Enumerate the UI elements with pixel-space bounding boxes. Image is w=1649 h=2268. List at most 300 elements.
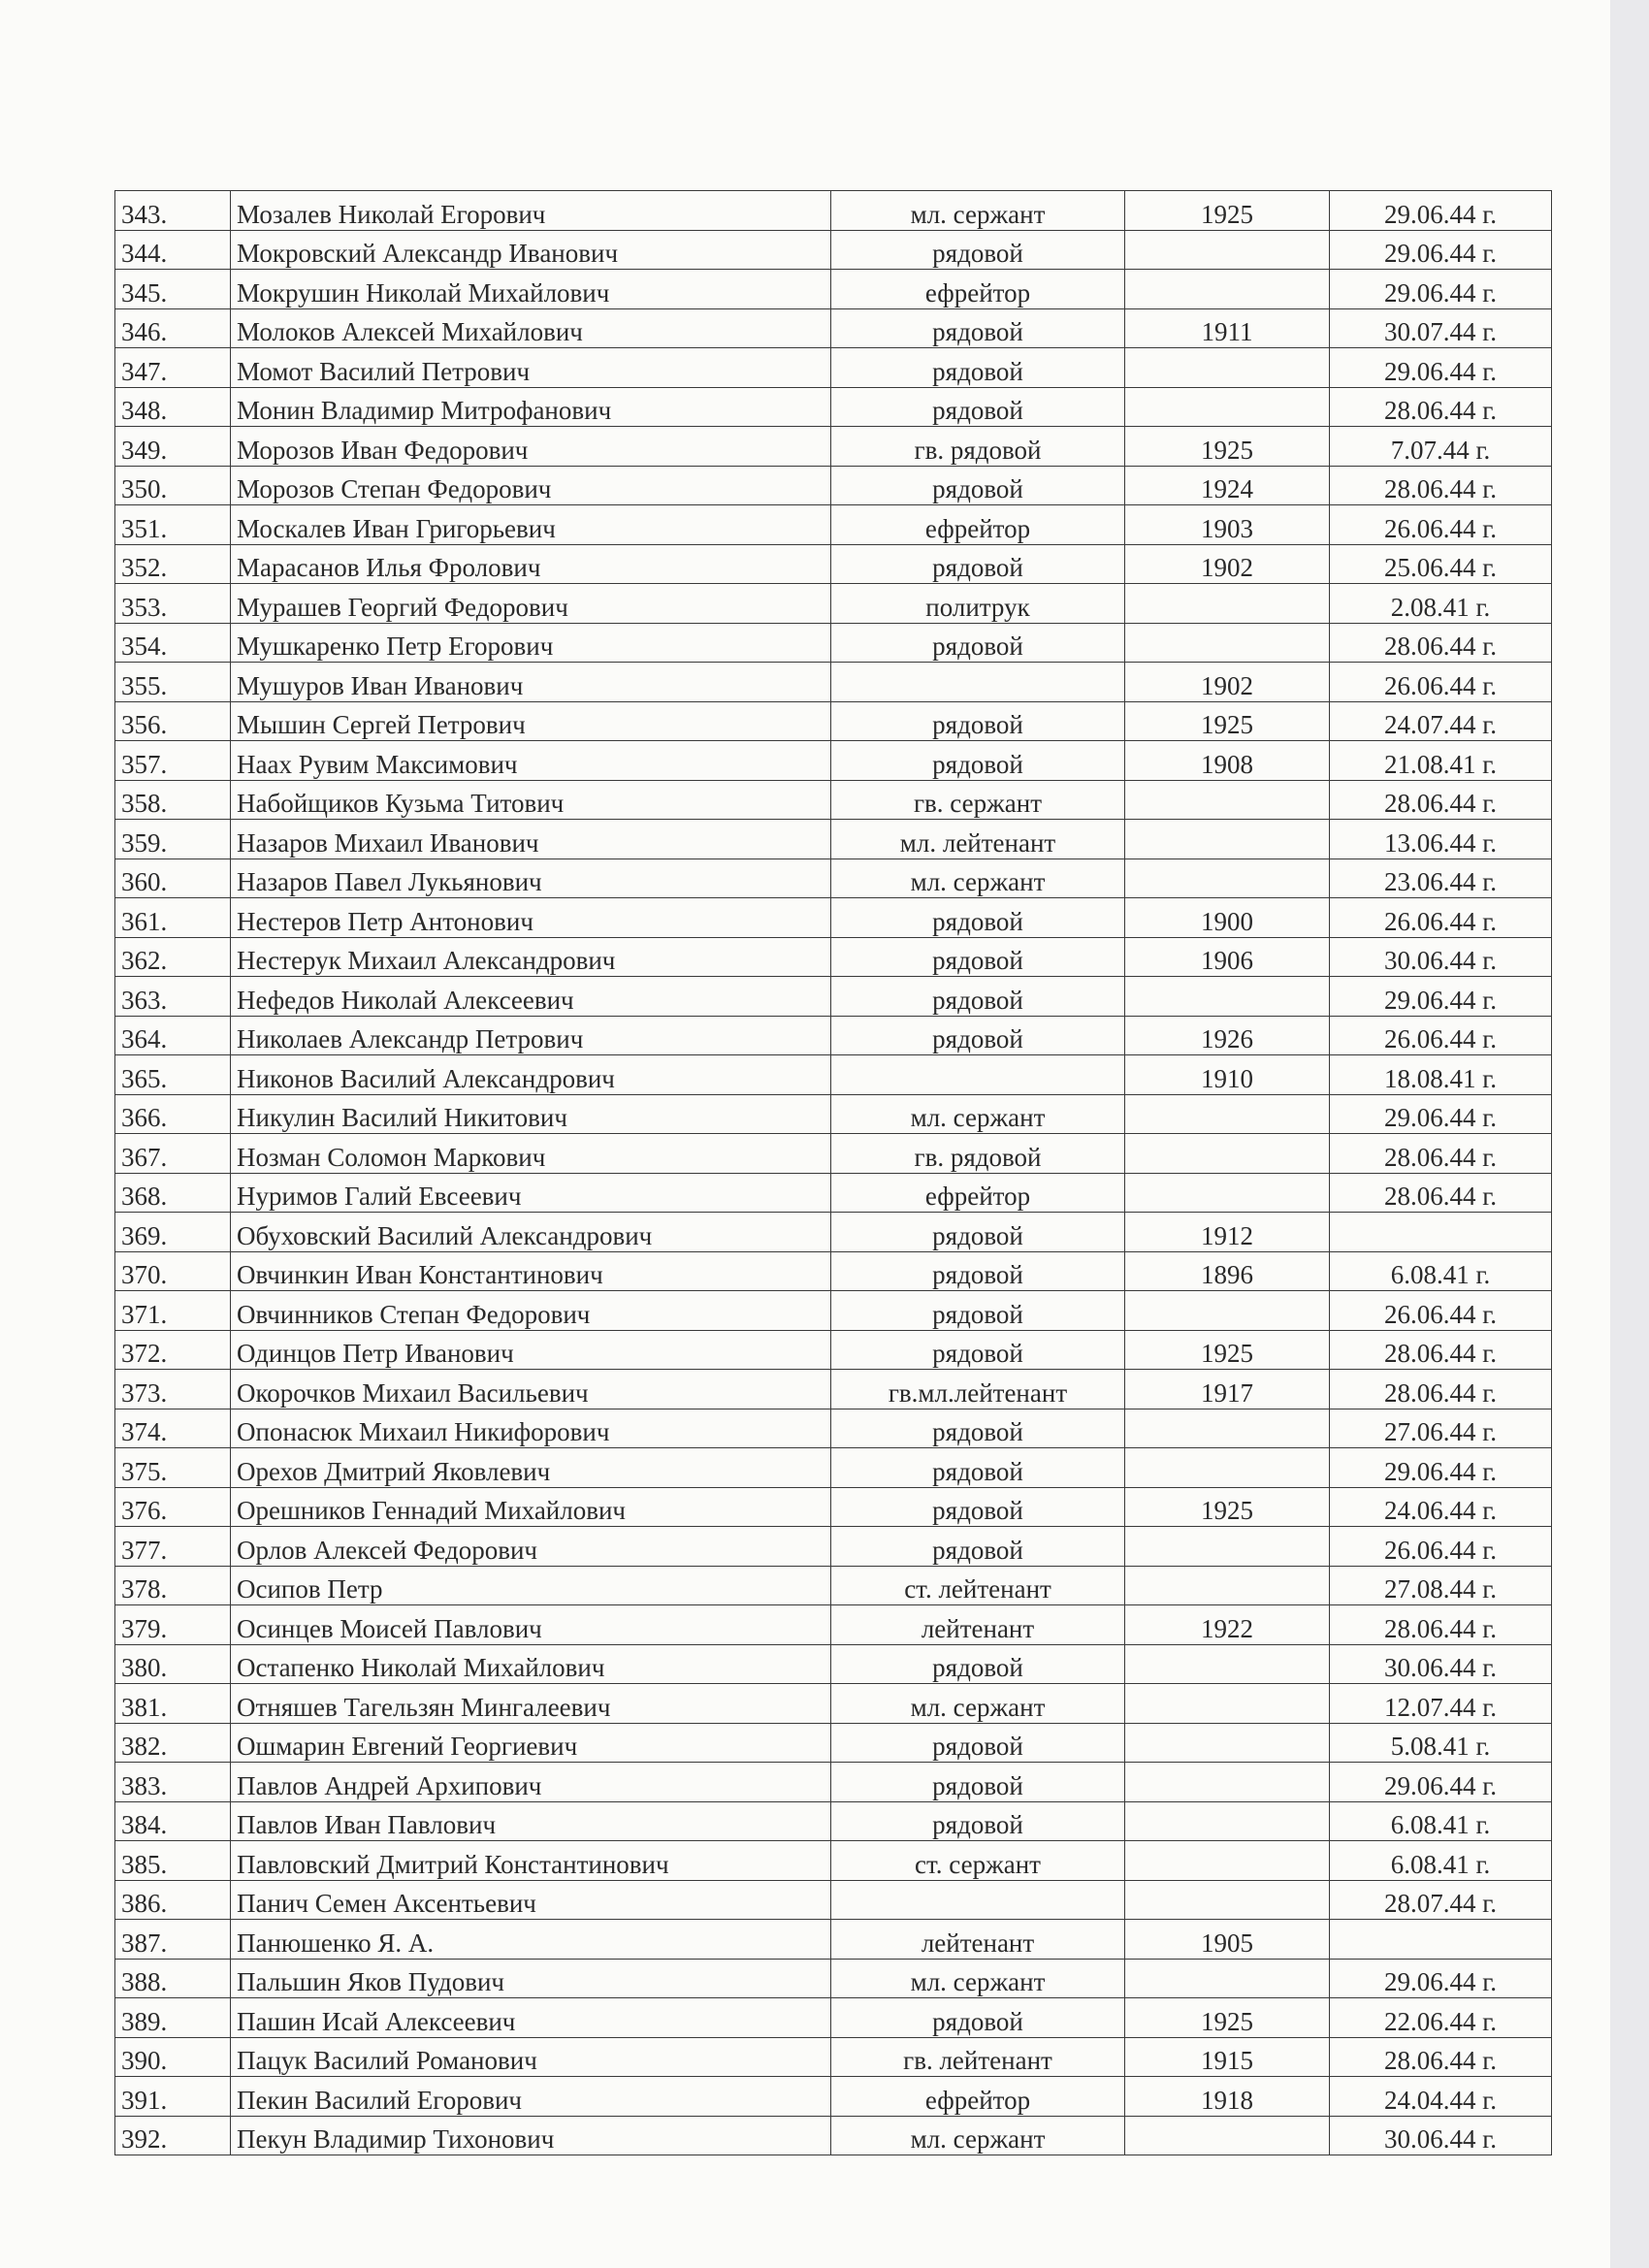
birth-year-cell: 1925 xyxy=(1125,701,1330,741)
row-number-cell: 389. xyxy=(115,1998,231,2038)
rank-cell: гв. сержант xyxy=(831,780,1125,820)
date-cell: 28.06.44 г. xyxy=(1330,623,1552,663)
date-cell: 12.07.44 г. xyxy=(1330,1684,1552,1724)
rank-cell: рядовой xyxy=(831,1016,1125,1055)
row-number-cell: 376. xyxy=(115,1487,231,1527)
table-row xyxy=(115,308,1552,348)
table-row xyxy=(115,1801,1552,1841)
name-cell: Осипов Петр xyxy=(231,1566,831,1605)
rank-cell: гв. лейтенант xyxy=(831,2037,1125,2077)
rank-cell: мл. лейтенант xyxy=(831,820,1125,859)
table-row xyxy=(115,348,1552,388)
name-cell: Овчинников Степан Федорович xyxy=(231,1291,831,1331)
rank-cell: рядовой xyxy=(831,977,1125,1017)
rank-cell: мл. сержант xyxy=(831,859,1125,898)
birth-year-cell xyxy=(1125,1291,1330,1331)
birth-year-cell xyxy=(1125,1763,1330,1802)
row-number-cell: 369. xyxy=(115,1213,231,1252)
name-cell: Набойщиков Кузьма Титович xyxy=(231,780,831,820)
rank-cell: рядовой xyxy=(831,230,1125,270)
date-cell: 13.06.44 г. xyxy=(1330,820,1552,859)
rank-cell: рядовой xyxy=(831,466,1125,505)
name-cell: Никонов Василий Александрович xyxy=(231,1055,831,1095)
row-number-cell: 370. xyxy=(115,1251,231,1291)
birth-year-cell xyxy=(1125,977,1330,1017)
rank-cell: рядовой xyxy=(831,1487,1125,1527)
date-cell: 18.08.41 г. xyxy=(1330,1055,1552,1095)
table-row xyxy=(115,1016,1552,1055)
table-row xyxy=(115,937,1552,977)
row-number-cell: 380. xyxy=(115,1644,231,1684)
row-number-cell: 384. xyxy=(115,1801,231,1841)
date-cell: 29.06.44 г. xyxy=(1330,977,1552,1017)
rank-cell xyxy=(831,1880,1125,1920)
date-cell: 27.08.44 г. xyxy=(1330,1566,1552,1605)
date-cell: 28.06.44 г. xyxy=(1330,2037,1552,2077)
date-cell: 7.07.44 г. xyxy=(1330,427,1552,467)
name-cell: Пальшин Яков Пудович xyxy=(231,1959,831,1998)
name-cell: Назаров Михаил Иванович xyxy=(231,820,831,859)
birth-year-cell: 1925 xyxy=(1125,427,1330,467)
rank-cell: рядовой xyxy=(831,348,1125,388)
birth-year-cell: 1911 xyxy=(1125,308,1330,348)
birth-year-cell xyxy=(1125,230,1330,270)
name-cell: Пекун Владимир Тихонович xyxy=(231,2116,831,2155)
date-cell: 23.06.44 г. xyxy=(1330,859,1552,898)
table-row xyxy=(115,898,1552,938)
name-cell: Орлов Алексей Федорович xyxy=(231,1527,831,1567)
birth-year-cell xyxy=(1125,1684,1330,1724)
name-cell: Павловский Дмитрий Константинович xyxy=(231,1841,831,1881)
name-cell: Никулин Василий Никитович xyxy=(231,1094,831,1134)
table-row xyxy=(115,1644,1552,1684)
date-cell: 21.08.41 г. xyxy=(1330,741,1552,781)
birth-year-cell xyxy=(1125,1527,1330,1567)
table-row xyxy=(115,1959,1552,1998)
row-number-cell: 356. xyxy=(115,701,231,741)
birth-year-cell xyxy=(1125,1134,1330,1174)
date-cell: 28.06.44 г. xyxy=(1330,1134,1552,1174)
birth-year-cell xyxy=(1125,820,1330,859)
birth-year-cell: 1906 xyxy=(1125,937,1330,977)
rank-cell: гв.мл.лейтенант xyxy=(831,1370,1125,1409)
row-number-cell: 353. xyxy=(115,584,231,624)
rank-cell: мл. сержант xyxy=(831,1684,1125,1724)
date-cell: 29.06.44 г. xyxy=(1330,1763,1552,1802)
table-row xyxy=(115,977,1552,1017)
row-number-cell: 379. xyxy=(115,1605,231,1645)
row-number-cell: 354. xyxy=(115,623,231,663)
rank-cell xyxy=(831,663,1125,702)
table-row xyxy=(115,230,1552,270)
row-number-cell: 385. xyxy=(115,1841,231,1881)
rank-cell: рядовой xyxy=(831,1998,1125,2038)
name-cell: Нестеров Петр Антонович xyxy=(231,898,831,938)
name-cell: Нестерук Михаил Александрович xyxy=(231,937,831,977)
row-number-cell: 355. xyxy=(115,663,231,702)
birth-year-cell: 1902 xyxy=(1125,663,1330,702)
rank-cell: ст. лейтенант xyxy=(831,1566,1125,1605)
birth-year-cell xyxy=(1125,348,1330,388)
date-cell: 26.06.44 г. xyxy=(1330,1016,1552,1055)
date-cell: 30.06.44 г. xyxy=(1330,1644,1552,1684)
date-cell: 28.06.44 г. xyxy=(1330,387,1552,427)
birth-year-cell xyxy=(1125,2116,1330,2155)
rank-cell: лейтенант xyxy=(831,1605,1125,1645)
name-cell: Нуримов Галий Евсеевич xyxy=(231,1173,831,1213)
name-cell: Мозалев Николай Егорович xyxy=(231,191,831,231)
birth-year-cell xyxy=(1125,584,1330,624)
row-number-cell: 362. xyxy=(115,937,231,977)
name-cell: Обуховский Василий Александрович xyxy=(231,1213,831,1252)
table-row xyxy=(115,1684,1552,1724)
name-cell: Мушуров Иван Иванович xyxy=(231,663,831,702)
name-cell: Орехов Дмитрий Яковлевич xyxy=(231,1448,831,1488)
birth-year-cell xyxy=(1125,1644,1330,1684)
table-row xyxy=(115,1251,1552,1291)
name-cell: Павлов Андрей Архипович xyxy=(231,1763,831,1802)
row-number-cell: 371. xyxy=(115,1291,231,1331)
table-row xyxy=(115,387,1552,427)
table-row xyxy=(115,780,1552,820)
table-row xyxy=(115,1213,1552,1252)
rank-cell: мл. сержант xyxy=(831,2116,1125,2155)
table-row xyxy=(115,1330,1552,1370)
row-number-cell: 346. xyxy=(115,308,231,348)
table-row xyxy=(115,2077,1552,2117)
birth-year-cell xyxy=(1125,1841,1330,1881)
birth-year-cell xyxy=(1125,780,1330,820)
row-number-cell: 391. xyxy=(115,2077,231,2117)
rank-cell: рядовой xyxy=(831,898,1125,938)
row-number-cell: 363. xyxy=(115,977,231,1017)
rank-cell: мл. сержант xyxy=(831,1959,1125,1998)
row-number-cell: 381. xyxy=(115,1684,231,1724)
date-cell: 25.06.44 г. xyxy=(1330,544,1552,584)
rank-cell: рядовой xyxy=(831,1213,1125,1252)
name-cell: Осинцев Моисей Павлович xyxy=(231,1605,831,1645)
table-row xyxy=(115,1409,1552,1448)
page-edge xyxy=(1610,0,1649,2268)
date-cell xyxy=(1330,1213,1552,1252)
table-row xyxy=(115,1134,1552,1174)
birth-year-cell xyxy=(1125,270,1330,309)
birth-year-cell: 1926 xyxy=(1125,1016,1330,1055)
birth-year-cell: 1918 xyxy=(1125,2077,1330,2117)
name-cell: Нозман Соломон Маркович xyxy=(231,1134,831,1174)
row-number-cell: 364. xyxy=(115,1016,231,1055)
birth-year-cell: 1910 xyxy=(1125,1055,1330,1095)
row-number-cell: 372. xyxy=(115,1330,231,1370)
date-cell: 29.06.44 г. xyxy=(1330,1959,1552,1998)
row-number-cell: 367. xyxy=(115,1134,231,1174)
row-number-cell: 343. xyxy=(115,191,231,231)
row-number-cell: 366. xyxy=(115,1094,231,1134)
date-cell: 5.08.41 г. xyxy=(1330,1723,1552,1763)
name-cell: Пацук Василий Романович xyxy=(231,2037,831,2077)
rank-cell: мл. сержант xyxy=(831,191,1125,231)
table-row xyxy=(115,191,1552,231)
rank-cell: рядовой xyxy=(831,1801,1125,1841)
table-row xyxy=(115,1094,1552,1134)
name-cell: Морозов Степан Федорович xyxy=(231,466,831,505)
date-cell: 29.06.44 г. xyxy=(1330,1094,1552,1134)
date-cell: 29.06.44 г. xyxy=(1330,1448,1552,1488)
row-number-cell: 359. xyxy=(115,820,231,859)
table-row xyxy=(115,663,1552,702)
date-cell: 24.04.44 г. xyxy=(1330,2077,1552,2117)
date-cell: 28.06.44 г. xyxy=(1330,780,1552,820)
table-row xyxy=(115,1763,1552,1802)
table-row xyxy=(115,584,1552,624)
date-cell: 30.06.44 г. xyxy=(1330,2116,1552,2155)
birth-year-cell xyxy=(1125,1409,1330,1448)
date-cell xyxy=(1330,1920,1552,1960)
birth-year-cell: 1925 xyxy=(1125,1487,1330,1527)
row-number-cell: 377. xyxy=(115,1527,231,1567)
rank-cell: рядовой xyxy=(831,623,1125,663)
birth-year-cell xyxy=(1125,1173,1330,1213)
birth-year-cell: 1925 xyxy=(1125,1330,1330,1370)
rank-cell: рядовой xyxy=(831,701,1125,741)
table-row xyxy=(115,1370,1552,1409)
table-row xyxy=(115,1487,1552,1527)
birth-year-cell xyxy=(1125,1880,1330,1920)
date-cell: 2.08.41 г. xyxy=(1330,584,1552,624)
rank-cell: рядовой xyxy=(831,1448,1125,1488)
table-row xyxy=(115,1998,1552,2038)
birth-year-cell xyxy=(1125,1801,1330,1841)
rank-cell: рядовой xyxy=(831,1723,1125,1763)
table-row xyxy=(115,1448,1552,1488)
rank-cell: рядовой xyxy=(831,387,1125,427)
row-number-cell: 349. xyxy=(115,427,231,467)
date-cell: 26.06.44 г. xyxy=(1330,1527,1552,1567)
name-cell: Овчинкин Иван Константинович xyxy=(231,1251,831,1291)
name-cell: Остапенко Николай Михайлович xyxy=(231,1644,831,1684)
name-cell: Окорочков Михаил Васильевич xyxy=(231,1370,831,1409)
table-row xyxy=(115,1291,1552,1331)
birth-year-cell: 1924 xyxy=(1125,466,1330,505)
row-number-cell: 387. xyxy=(115,1920,231,1960)
date-cell: 26.06.44 г. xyxy=(1330,1291,1552,1331)
row-number-cell: 368. xyxy=(115,1173,231,1213)
row-number-cell: 350. xyxy=(115,466,231,505)
rank-cell: ефрейтор xyxy=(831,1173,1125,1213)
row-number-cell: 348. xyxy=(115,387,231,427)
name-cell: Момот Василий Петрович xyxy=(231,348,831,388)
row-number-cell: 378. xyxy=(115,1566,231,1605)
rank-cell: мл. сержант xyxy=(831,1094,1125,1134)
name-cell: Наах Рувим Максимович xyxy=(231,741,831,781)
table-row xyxy=(115,1566,1552,1605)
birth-year-cell xyxy=(1125,859,1330,898)
table-row xyxy=(115,2116,1552,2155)
date-cell: 27.06.44 г. xyxy=(1330,1409,1552,1448)
birth-year-cell: 1925 xyxy=(1125,191,1330,231)
casualty-register-table xyxy=(114,190,1552,2155)
rank-cell: рядовой xyxy=(831,937,1125,977)
rank-cell: ефрейтор xyxy=(831,2077,1125,2117)
name-cell: Мышин Сергей Петрович xyxy=(231,701,831,741)
date-cell: 30.06.44 г. xyxy=(1330,937,1552,977)
date-cell: 26.06.44 г. xyxy=(1330,505,1552,545)
birth-year-cell: 1925 xyxy=(1125,1998,1330,2038)
birth-year-cell xyxy=(1125,1959,1330,1998)
rank-cell: гв. рядовой xyxy=(831,1134,1125,1174)
name-cell: Панюшенко Я. А. xyxy=(231,1920,831,1960)
row-number-cell: 361. xyxy=(115,898,231,938)
row-number-cell: 357. xyxy=(115,741,231,781)
rank-cell: рядовой xyxy=(831,1644,1125,1684)
row-number-cell: 392. xyxy=(115,2116,231,2155)
birth-year-cell: 1903 xyxy=(1125,505,1330,545)
row-number-cell: 386. xyxy=(115,1880,231,1920)
name-cell: Пекин Василий Егорович xyxy=(231,2077,831,2117)
table-row xyxy=(115,701,1552,741)
birth-year-cell: 1902 xyxy=(1125,544,1330,584)
date-cell: 24.07.44 г. xyxy=(1330,701,1552,741)
name-cell: Ошмарин Евгений Георгиевич xyxy=(231,1723,831,1763)
name-cell: Москалев Иван Григорьевич xyxy=(231,505,831,545)
register-body xyxy=(115,191,1552,2155)
date-cell: 28.06.44 г. xyxy=(1330,1173,1552,1213)
date-cell: 29.06.44 г. xyxy=(1330,348,1552,388)
row-number-cell: 352. xyxy=(115,544,231,584)
name-cell: Отняшев Тагельзян Мингалеевич xyxy=(231,1684,831,1724)
birth-year-cell xyxy=(1125,1448,1330,1488)
date-cell: 28.06.44 г. xyxy=(1330,466,1552,505)
table-row xyxy=(115,820,1552,859)
table-row xyxy=(115,859,1552,898)
name-cell: Мокровский Александр Иванович xyxy=(231,230,831,270)
date-cell: 29.06.44 г. xyxy=(1330,230,1552,270)
name-cell: Пашин Исай Алексеевич xyxy=(231,1998,831,2038)
birth-year-cell: 1912 xyxy=(1125,1213,1330,1252)
rank-cell: рядовой xyxy=(831,1330,1125,1370)
table-row xyxy=(115,1841,1552,1881)
row-number-cell: 360. xyxy=(115,859,231,898)
table-row xyxy=(115,505,1552,545)
table-row xyxy=(115,1055,1552,1095)
date-cell: 28.06.44 г. xyxy=(1330,1330,1552,1370)
table-row xyxy=(115,623,1552,663)
row-number-cell: 388. xyxy=(115,1959,231,1998)
date-cell: 29.06.44 г. xyxy=(1330,191,1552,231)
row-number-cell: 382. xyxy=(115,1723,231,1763)
row-number-cell: 375. xyxy=(115,1448,231,1488)
birth-year-cell: 1905 xyxy=(1125,1920,1330,1960)
name-cell: Орешников Геннадий Михайлович xyxy=(231,1487,831,1527)
table-row xyxy=(115,1173,1552,1213)
name-cell: Нефедов Николай Алексеевич xyxy=(231,977,831,1017)
rank-cell: рядовой xyxy=(831,1763,1125,1802)
table-row xyxy=(115,544,1552,584)
birth-year-cell: 1896 xyxy=(1125,1251,1330,1291)
date-cell: 28.06.44 г. xyxy=(1330,1605,1552,1645)
name-cell: Опонасюк Михаил Никифорович xyxy=(231,1409,831,1448)
date-cell: 24.06.44 г. xyxy=(1330,1487,1552,1527)
rank-cell: рядовой xyxy=(831,308,1125,348)
table-row xyxy=(115,427,1552,467)
date-cell: 29.06.44 г. xyxy=(1330,270,1552,309)
table-row xyxy=(115,1880,1552,1920)
name-cell: Павлов Иван Павлович xyxy=(231,1801,831,1841)
row-number-cell: 365. xyxy=(115,1055,231,1095)
table-row xyxy=(115,466,1552,505)
table-row xyxy=(115,270,1552,309)
rank-cell: рядовой xyxy=(831,1409,1125,1448)
rank-cell: рядовой xyxy=(831,1527,1125,1567)
date-cell: 6.08.41 г. xyxy=(1330,1801,1552,1841)
birth-year-cell xyxy=(1125,1566,1330,1605)
name-cell: Мушкаренко Петр Егорович xyxy=(231,623,831,663)
name-cell: Одинцов Петр Иванович xyxy=(231,1330,831,1370)
birth-year-cell: 1908 xyxy=(1125,741,1330,781)
date-cell: 6.08.41 г. xyxy=(1330,1251,1552,1291)
rank-cell: ст. сержант xyxy=(831,1841,1125,1881)
rank-cell: гв. рядовой xyxy=(831,427,1125,467)
birth-year-cell xyxy=(1125,387,1330,427)
rank-cell: лейтенант xyxy=(831,1920,1125,1960)
row-number-cell: 383. xyxy=(115,1763,231,1802)
rank-cell: рядовой xyxy=(831,544,1125,584)
row-number-cell: 374. xyxy=(115,1409,231,1448)
table-row xyxy=(115,1527,1552,1567)
date-cell: 6.08.41 г. xyxy=(1330,1841,1552,1881)
date-cell: 26.06.44 г. xyxy=(1330,898,1552,938)
date-cell: 22.06.44 г. xyxy=(1330,1998,1552,2038)
birth-year-cell: 1900 xyxy=(1125,898,1330,938)
rank-cell: ефрейтор xyxy=(831,270,1125,309)
name-cell: Молоков Алексей Михайлович xyxy=(231,308,831,348)
table-row xyxy=(115,1920,1552,1960)
row-number-cell: 390. xyxy=(115,2037,231,2077)
date-cell: 30.07.44 г. xyxy=(1330,308,1552,348)
name-cell: Панич Семен Аксентьевич xyxy=(231,1880,831,1920)
rank-cell: ефрейтор xyxy=(831,505,1125,545)
row-number-cell: 351. xyxy=(115,505,231,545)
name-cell: Николаев Александр Петрович xyxy=(231,1016,831,1055)
birth-year-cell: 1922 xyxy=(1125,1605,1330,1645)
rank-cell: политрук xyxy=(831,584,1125,624)
birth-year-cell xyxy=(1125,1723,1330,1763)
date-cell: 26.06.44 г. xyxy=(1330,663,1552,702)
date-cell: 28.06.44 г. xyxy=(1330,1370,1552,1409)
table-row xyxy=(115,1605,1552,1645)
birth-year-cell xyxy=(1125,1094,1330,1134)
rank-cell: рядовой xyxy=(831,741,1125,781)
row-number-cell: 344. xyxy=(115,230,231,270)
date-cell: 28.07.44 г. xyxy=(1330,1880,1552,1920)
table-row xyxy=(115,741,1552,781)
birth-year-cell: 1915 xyxy=(1125,2037,1330,2077)
name-cell: Морозов Иван Федорович xyxy=(231,427,831,467)
birth-year-cell xyxy=(1125,623,1330,663)
name-cell: Назаров Павел Лукьянович xyxy=(231,859,831,898)
rank-cell: рядовой xyxy=(831,1291,1125,1331)
rank-cell xyxy=(831,1055,1125,1095)
row-number-cell: 345. xyxy=(115,270,231,309)
birth-year-cell: 1917 xyxy=(1125,1370,1330,1409)
name-cell: Монин Владимир Митрофанович xyxy=(231,387,831,427)
table-row xyxy=(115,1723,1552,1763)
name-cell: Мурашев Георгий Федорович xyxy=(231,584,831,624)
row-number-cell: 373. xyxy=(115,1370,231,1409)
table-row xyxy=(115,2037,1552,2077)
name-cell: Марасанов Илья Фролович xyxy=(231,544,831,584)
row-number-cell: 358. xyxy=(115,780,231,820)
